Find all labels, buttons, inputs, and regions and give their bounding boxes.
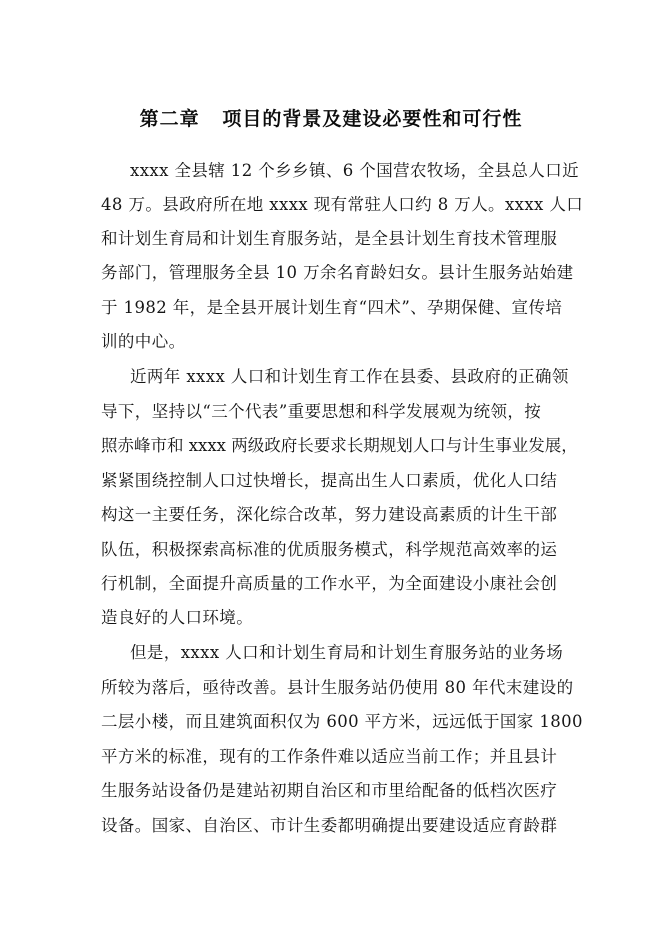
- chapter-title: 第二章 项目的背景及建设必要性和可行性: [139, 108, 523, 130]
- paragraph-1-line-6: 训的中心。: [101, 332, 186, 351]
- paragraph-2-line-3: 照赤峰市和 xxxx 两级政府长要求长期规划人口与计生事业发展，: [101, 436, 578, 455]
- paragraph-2-line-8: 造良好的人口环境。: [101, 608, 254, 627]
- paragraph-1-line-4: 务部门，管理服务全县 10 万余名育龄妇女。县计生服务站始建: [101, 263, 574, 282]
- paragraph-2-line-4: 紧紧围绕控制人口过快增长，提高出生人口素质，优化人口结: [101, 471, 558, 490]
- paragraph-1-line-5: 于 1982 年，是全县开展计划生育“四术”、孕期保健、宣传培: [101, 298, 563, 317]
- paragraph-3-line-5: 生服务站设备仍是建站初期自治区和市里给配备的低档次医疗: [101, 781, 558, 800]
- paragraph-1-line-2: 48 万。县政府所在地 xxxx 现有常驻人口约 8 万人。xxxx 人口: [101, 195, 584, 214]
- paragraph-1-line-1: xxxx 全县辖 12 个乡乡镇、6 个国营农牧场，全县总人口近: [130, 161, 579, 180]
- paragraph-2-line-7: 行机制，全面提升高质量的工作水平，为全面建设小康社会创: [101, 574, 558, 593]
- paragraph-3-line-4: 平方米的标准，现有的工作条件难以适应当前工作；并且县计: [101, 747, 558, 766]
- paragraph-2-line-6: 队伍，积极探索高标准的优质服务模式，科学规范高效率的运: [101, 540, 558, 559]
- paragraph-3-line-2: 所较为落后，亟待改善。县计生服务站仍使用 80 年代末建设的: [101, 678, 574, 697]
- paragraph-3-line-6: 设备。国家、自治区、市计生委都明确提出要建设适应育龄群: [101, 816, 558, 835]
- paragraph-3-line-3: 二层小楼，而且建筑面积仅为 600 平方米，远远低于国家 1800: [101, 712, 583, 731]
- paragraph-2-line-5: 构这一主要任务，深化综合改革，努力建设高素质的计生干部: [101, 505, 558, 524]
- paragraph-2-line-1: 近两年 xxxx 人口和计划生育工作在县委、县政府的正确领: [130, 367, 569, 386]
- paragraph-1-line-3: 和计划生育局和计划生育服务站，是全县计划生育技术管理服: [101, 229, 558, 248]
- paragraph-2-line-2: 导下，坚持以“三个代表”重要思想和科学发展观为统领，按: [101, 402, 542, 421]
- paragraph-3-line-1: 但是，xxxx 人口和计划生育局和计划生育服务站的业务场: [130, 643, 564, 662]
